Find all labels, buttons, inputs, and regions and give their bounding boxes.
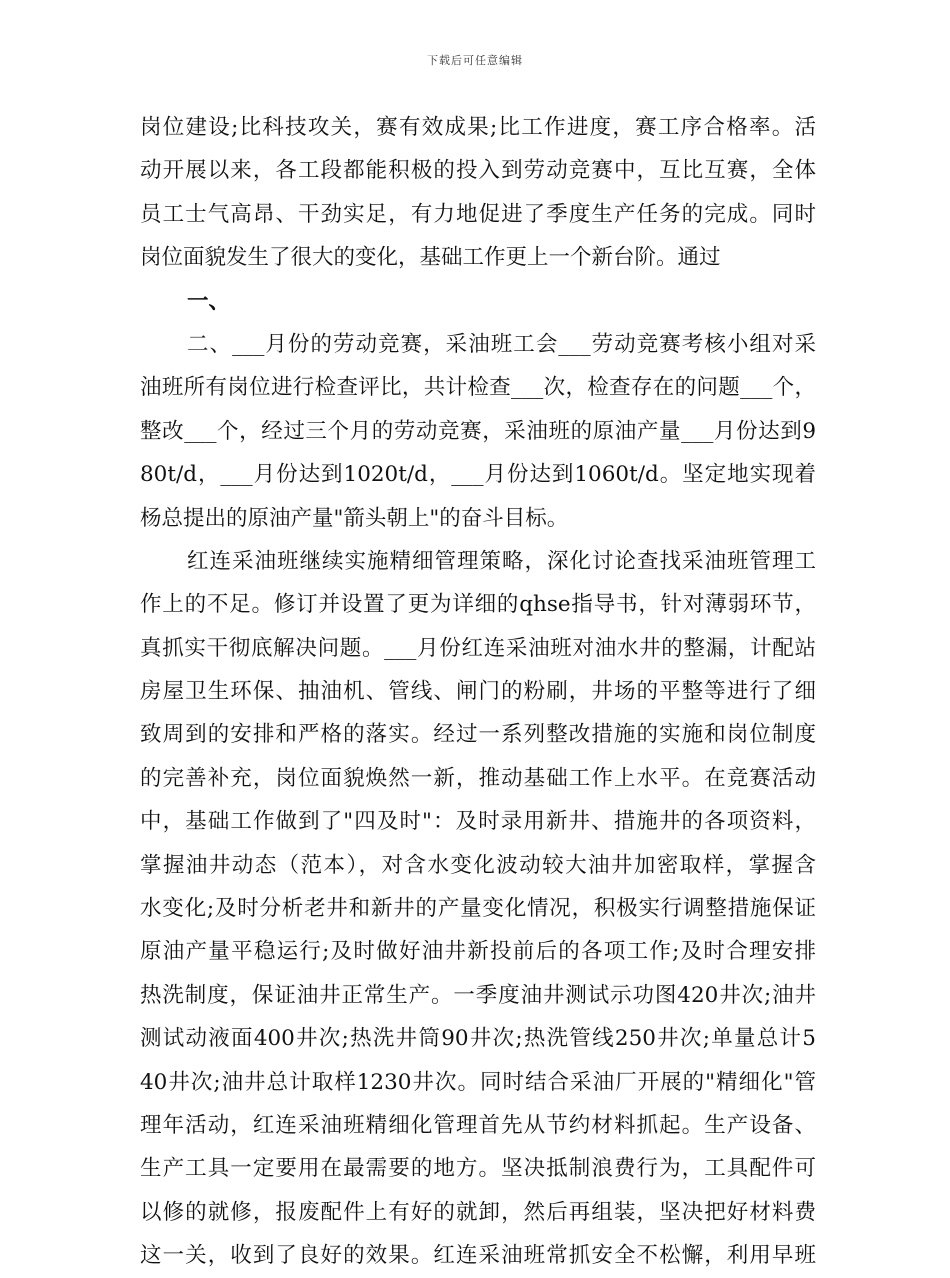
paragraph-line: 热洗制度，保证油井正常生产。一季度油井测试示功图420井次;油井 bbox=[140, 982, 816, 1008]
paragraph-line: 杨总提出的原油产量"箭头朝上"的奋斗目标。 bbox=[140, 505, 569, 531]
paragraph-line: 以修的就修，报废配件上有好的就卸，然后再组装，坚决把好材料费 bbox=[140, 1199, 816, 1225]
paragraph-line: 作上的不足。修订并设置了更为详细的qhse指导书，针对薄弱环节， bbox=[140, 592, 816, 618]
paragraph-line: 油班所有岗位进行检查评比，共计检查___次，检查存在的问题___个， bbox=[140, 375, 816, 401]
paragraph-line: 岗位建设;比科技攻关，赛有效成果;比工作进度，赛工序合格率。活 bbox=[140, 115, 816, 140]
paragraph-line: 40井次;油井总计取样1230井次。同时结合采油厂开展的"精细化"管 bbox=[140, 1069, 816, 1095]
paragraph-line: 掌握油井动态（范本），对含水变化波动较大油井加密取样，掌握含 bbox=[140, 852, 816, 878]
paragraph-line: 测试动液面400井次;热洗井筒90井次;热洗管线250井次;单量总计5 bbox=[140, 1026, 816, 1052]
paragraph-line: 真抓实干彻底解决问题。___月份红连采油班对油水井的整漏，计配站 bbox=[140, 635, 816, 661]
paragraph-line: 员工士气高昂、干劲实足，有力地促进了季度生产任务的完成。同时 bbox=[140, 201, 816, 227]
paragraph-line: 这一关，收到了良好的效果。红连采油班常抓安全不松懈，利用早班 bbox=[140, 1243, 816, 1269]
paragraph-line: 原油产量平稳运行;及时做好油井新投前后的各项工作;及时合理安排 bbox=[140, 939, 816, 965]
paragraph-line: 80t/d，___月份达到1020t/d，___月份达到1060t/d。坚定地实现着 bbox=[140, 462, 816, 488]
page-header: 下载后可任意编辑 bbox=[427, 54, 523, 67]
paragraph-line: 中，基础工作做到了"四及时"：及时录用新井、措施井的各项资料， bbox=[140, 809, 816, 835]
paragraph-line: 岗位面貌发生了很大的变化，基础工作更上一个新台阶。通过 bbox=[140, 245, 721, 271]
paragraph-line: 二、___月份的劳动竞赛，采油班工会___劳动竞赛考核小组对采 bbox=[187, 331, 816, 357]
paragraph-line: 理年活动，红连采油班精细化管理首先从节约材料抓起。生产设备、 bbox=[140, 1112, 816, 1138]
paragraph-line: 红连采油班继续实施精细管理策略，深化讨论查找采油班管理工 bbox=[187, 548, 816, 574]
paragraph-line: 致周到的安排和严格的落实。经过一系列整改措施的实施和岗位制度 bbox=[140, 722, 816, 748]
paragraph-line: 的完善补充，岗位面貌焕然一新，推动基础工作上水平。在竞赛活动 bbox=[140, 765, 816, 791]
paragraph-line: 生产工具一定要用在最需要的地方。坚决抵制浪费行为，工具配件可 bbox=[140, 1156, 816, 1182]
paragraph-line: 水变化;及时分析老井和新井的产量变化情况，积极实行调整措施保证 bbox=[140, 896, 816, 922]
paragraph-line: 动开展以来，各工段都能积极的投入到劳动竞赛中，互比互赛，全体 bbox=[140, 158, 816, 184]
section-heading: 一、 bbox=[187, 288, 231, 314]
paragraph-line: 整改___个，经过三个月的劳动竞赛，采油班的原油产量___月份达到9 bbox=[140, 418, 816, 444]
document-body bbox=[140, 106, 816, 1278]
paragraph-line: 房屋卫生环保、抽油机、管线、闸门的粉刷，井场的平整等进行了细 bbox=[140, 679, 816, 705]
